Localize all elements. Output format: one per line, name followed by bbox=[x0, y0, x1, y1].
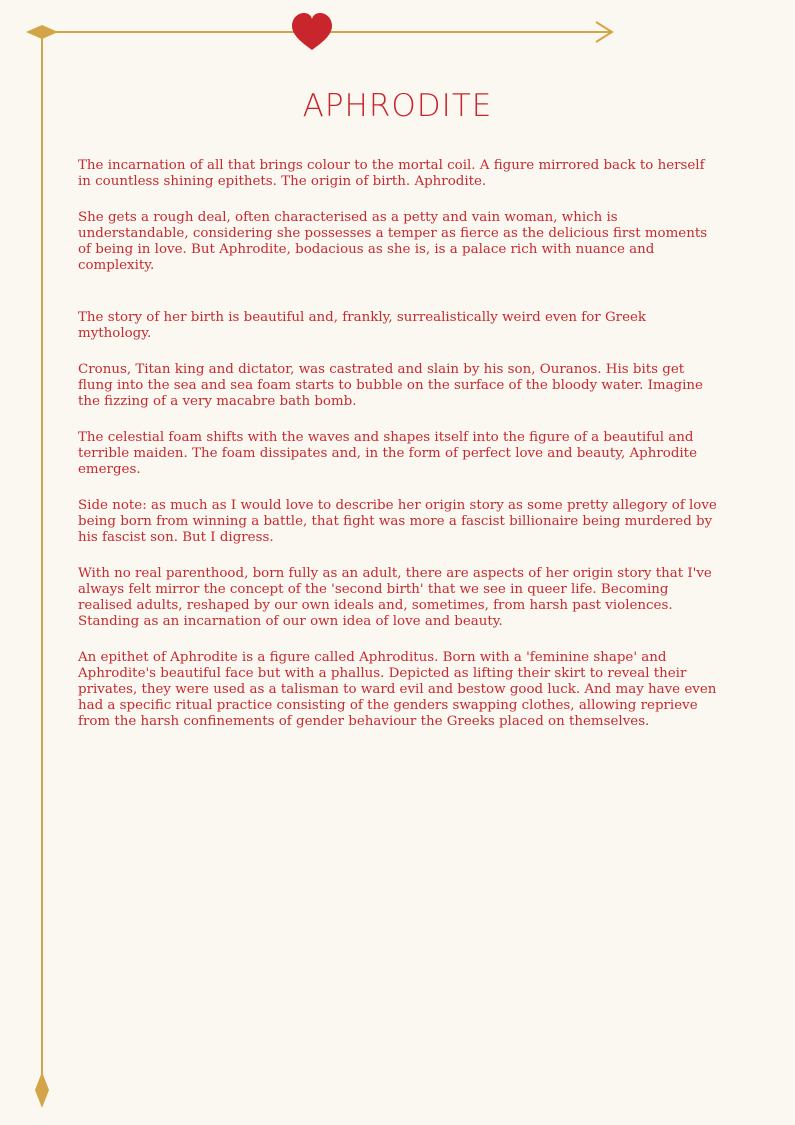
paragraph-intro: The incarnation of all that brings colour to the mortal coil. A figure mirrored back to herself in countless shining epithets. The origin of birth. Aphrodite. bbox=[78, 158, 705, 189]
page-title: APHRODITE bbox=[302, 88, 493, 124]
paragraph-foam: The celestial foam shifts with the waves and shapes itself into the figure of a beautiful and terrible maiden. The foam dissipates and, in the form of perfect love and beauty, Aphrodite emerges. bbox=[78, 430, 697, 477]
paragraph-second-birth: With no real parenthood, born fully as an adult, there are aspects of her origin story that I've always felt mirror the concept of the 'second birth' that we see in queer life. Becoming realised adults, reshaped by our own ideals and, sometimes, from harsh past violences. Standing as an incarnation of our own idea of love and beauty. bbox=[78, 566, 712, 629]
paragraph-birth-story: The story of her birth is beautiful and, frankly, surrealistically weird even for Greek mythology. bbox=[78, 310, 647, 341]
paragraph-cronus: Cronus, Titan king and dictator, was castrated and slain by his son, Ouranos. His bits get flung into the sea and sea foam starts to bubble on the surface of the bloody water. Imagine the fizzing of a very macabre bath bomb. bbox=[78, 362, 703, 409]
paragraph-side-note: Side note: as much as I would love to describe her origin story as some pretty allegory of love being born from winning a battle, that fight was more a fascist billionaire being murdered by his fascist son. But I digress. bbox=[78, 498, 717, 545]
paragraph-aphroditus: An epithet of Aphrodite is a figure called Aphroditus. Born with a 'feminine shape' and Aphrodite's beautiful face but with a phallus. Depicted as lifting their skirt to reveal their privates, they were used as a talisman to ward evil and bestow good luck. And may have even had a specific ritual practice consisting of the genders swapping clothes, allowing reprieve from the harsh confinements of gender behaviour the Greeks placed on themselves. bbox=[78, 650, 717, 729]
diamond-icon bbox=[35, 1072, 49, 1108]
article-body bbox=[78, 158, 718, 750]
paragraph-reputation: She gets a rough deal, often characterised as a petty and vain woman, which is understandable, considering she possesses a temper as fierce as the delicious first moments of being in love. But Aphrodite, bodacious as she is, is a palace rich with nuance and complexity. bbox=[78, 210, 708, 273]
heart-icon bbox=[292, 13, 332, 50]
